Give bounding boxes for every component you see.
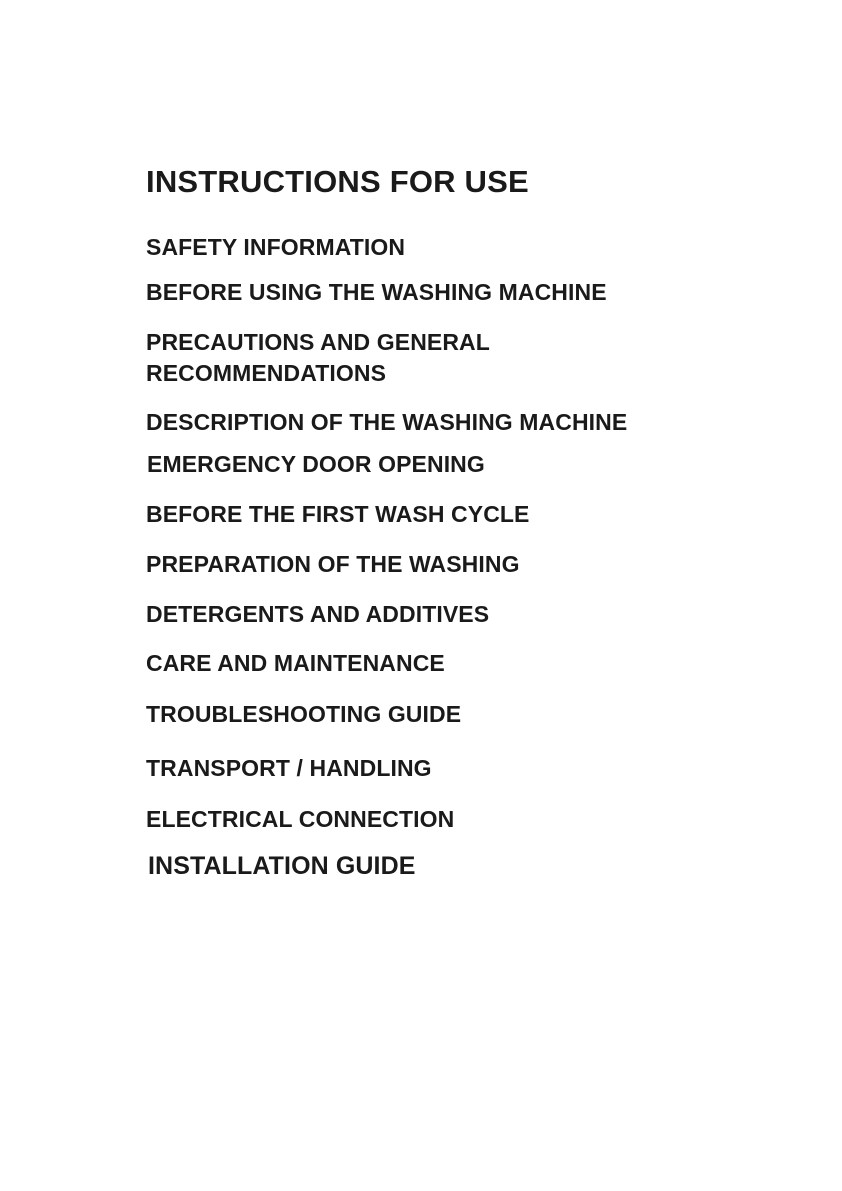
toc-item-safety-information: [146, 232, 405, 263]
toc-item-preparation: [146, 549, 520, 580]
toc-item-label: BEFORE THE FIRST WASH CYCLE: [146, 501, 530, 527]
toc-item-label: DETERGENTS AND ADDITIVES: [146, 601, 490, 627]
toc-item-first-wash: [146, 499, 530, 530]
toc-item-label: EMERGENCY DOOR OPENING: [147, 451, 485, 477]
toc-item-label: INSTALLATION GUIDE: [148, 852, 416, 880]
toc-item-description: [146, 407, 627, 438]
toc-item-label: PREPARATION OF THE WASHING: [146, 551, 520, 577]
toc-item-before-using: [146, 277, 607, 308]
toc-item-emergency-door: [147, 449, 485, 480]
page-title: INSTRUCTIONS FOR USE: [146, 164, 529, 199]
toc-item-label: CARE AND MAINTENANCE: [146, 650, 445, 676]
toc-item-label: ELECTRICAL CONNECTION: [146, 806, 455, 832]
toc-item-electrical: [146, 804, 454, 835]
toc-item-label: TROUBLESHOOTING GUIDE: [146, 701, 462, 727]
toc-item-installation: [148, 851, 416, 882]
toc-item-label-line-2: RECOMMENDATIONS: [146, 360, 387, 386]
toc-item-label: BEFORE USING THE WASHING MACHINE: [146, 279, 607, 305]
toc-item-troubleshooting: [146, 699, 461, 730]
toc-item-label-line-1: PRECAUTIONS AND GENERAL: [146, 329, 490, 355]
toc-item-label: DESCRIPTION OF THE WASHING MACHINE: [146, 409, 628, 435]
toc-item-precautions: [146, 327, 490, 389]
toc-item-care: [146, 648, 445, 679]
toc-item-label: TRANSPORT / HANDLING: [146, 755, 432, 781]
toc-item-detergents: [146, 599, 489, 630]
toc-item-label: SAFETY INFORMATION: [146, 234, 406, 260]
toc-item-transport: [146, 753, 432, 784]
